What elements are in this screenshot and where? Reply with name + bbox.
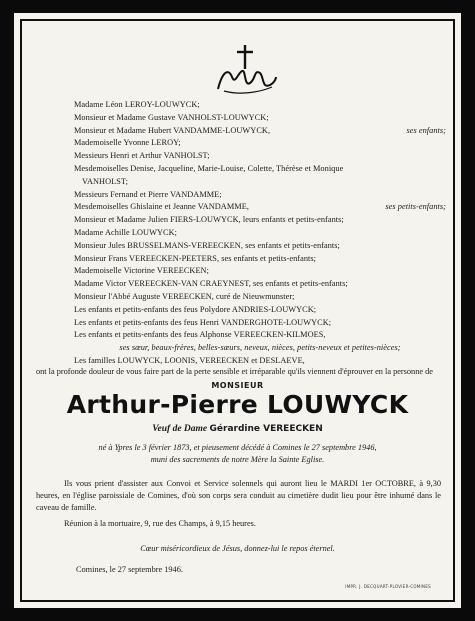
family-line-text: Monsieur l'Abbé Auguste VEREECKEN, curé de Nieuwmunster; bbox=[74, 291, 295, 301]
birth-line-1: né à Ypres le 3 février 1873, et pieusement décédé à Comines le 27 septembre 1946, bbox=[98, 443, 377, 452]
relation-label: ses enfants; bbox=[406, 125, 446, 135]
family-line bbox=[74, 125, 446, 138]
spouse-name: Gérardine VEREECKEN bbox=[209, 424, 323, 434]
cross-monogram-icon bbox=[210, 43, 280, 95]
family-line bbox=[74, 150, 446, 163]
family-line-text: Mesdemoiselles Ghislaine et Jeanne VANDAMME, bbox=[74, 202, 249, 212]
birth-line-2: muni des sacrements de notre Mère la Sainte Eglise. bbox=[150, 454, 325, 464]
family-line bbox=[74, 240, 446, 253]
family-line-text: Monsieur et Madame Julien FIERS-LOUWYCK, leurs enfants et petits-enfants; bbox=[74, 215, 344, 225]
family-line-text: Messieurs Fernand et Pierre VANDAMME; bbox=[74, 189, 222, 199]
family-line bbox=[74, 317, 446, 330]
family-line-text: Mademoiselle Victorine VEREECKEN; bbox=[74, 266, 209, 276]
family-line bbox=[74, 291, 446, 304]
prayer-text: Cœur miséricordieux de Jésus, donnez-lui le repos éternel. bbox=[140, 544, 335, 553]
widower-prefix: Veuf de Dame bbox=[152, 424, 208, 434]
family-line-text: Madame Victor VEREECKEN-VAN CRAEYNEST, ses enfants et petits-enfants; bbox=[74, 279, 348, 289]
family-line-text: Monsieur et Madame Gustave VANHOLST-LOUWYCK; bbox=[74, 112, 269, 122]
intro-text: ont la profonde douleur de vous faire part de la perte sensible et irréparable qu'ils viennent d'éprouver en la personne de bbox=[36, 367, 433, 376]
family-line-text: Les enfants et petits-enfants des feus Alphonse VEREECKEN-KILMOES, bbox=[74, 330, 326, 340]
family-line-text: Monsieur et Madame Hubert VANDAMME-LOUWYCK, bbox=[74, 125, 271, 135]
family-line-text: Mesdemoiselles Denise, Jacqueline, Marie-Louise, Colette, Thérèse et Monique bbox=[74, 163, 344, 173]
family-line bbox=[74, 214, 446, 227]
family-line-text: Messieurs Henri et Arthur VANHOLST; bbox=[74, 151, 210, 161]
family-line bbox=[74, 137, 446, 150]
family-line-text: Les enfants et petits-enfants des feus Polydore ANDRIES-LOUWYCK; bbox=[74, 304, 317, 314]
death-notice-card bbox=[14, 13, 461, 608]
family-line bbox=[74, 265, 446, 278]
widower-line bbox=[14, 424, 461, 434]
family-line bbox=[74, 112, 446, 125]
place-date: Comines, le 27 septembre 1946. bbox=[76, 565, 183, 574]
family-list bbox=[74, 99, 446, 368]
invitation-paragraph bbox=[36, 478, 441, 514]
family-line-text: Monsieur Frans VEREECKEN-PEETERS, ses enfants et petits-enfants; bbox=[74, 253, 317, 263]
family-line-text: Madame Achille LOUWYCK; bbox=[74, 227, 177, 237]
family-line bbox=[74, 253, 446, 266]
family-line bbox=[74, 342, 446, 355]
printer-imprint: IMPR. J. DECQUART-PLOVIER-COMINES bbox=[345, 584, 431, 589]
family-line bbox=[74, 163, 446, 176]
birth-death-info bbox=[14, 442, 461, 465]
family-line bbox=[74, 329, 446, 342]
invitation-text: Ils vous prient d'assister aux Convoi et Service solennels qui auront lieu le MARDI 1er OCTOBRE, à 9,30 heures, en l'église paroissiale de Comines, d'où son corps sera conduit au cimetière dudit lieu pour être inhumé dans le caveau de famille. bbox=[36, 479, 441, 512]
family-line-text: ses sœur, beaux-frères, belles-sœurs, neveux, nièces, petits-neveux et petites-nièces; bbox=[119, 343, 401, 353]
family-line-text: Monsieur Jules BRUSSELMANS-VEREECKEN, ses enfants et petits-enfants; bbox=[74, 240, 340, 250]
family-line bbox=[74, 304, 446, 317]
family-line bbox=[74, 227, 446, 240]
family-line-text: Les familles LOUWYCK, LOONIS, VEREECKEN et DESLAEVE, bbox=[74, 355, 305, 365]
family-line-text: Les enfants et petits-enfants des feus Henri VANDERGHOTE-LOUWYCK; bbox=[74, 317, 332, 327]
family-line bbox=[74, 189, 446, 202]
family-line-text: Madame Léon LEROY-LOUWYCK; bbox=[74, 100, 200, 109]
family-line bbox=[74, 278, 446, 291]
family-line-text: VANHOLST; bbox=[82, 176, 128, 186]
reunion-text: Réunion à la mortuaire, 9, rue des Champs, à 9,15 heures. bbox=[64, 519, 256, 528]
family-line bbox=[74, 99, 446, 112]
family-line bbox=[74, 201, 446, 214]
honorific: MONSIEUR bbox=[211, 381, 264, 390]
deceased-name: Arthur-Pierre LOUWYCK bbox=[66, 390, 409, 419]
family-line bbox=[74, 176, 446, 189]
relation-label: ses petits-enfants; bbox=[385, 202, 446, 212]
family-line-text: Mademoiselle Yvonne LEROY; bbox=[74, 138, 181, 148]
